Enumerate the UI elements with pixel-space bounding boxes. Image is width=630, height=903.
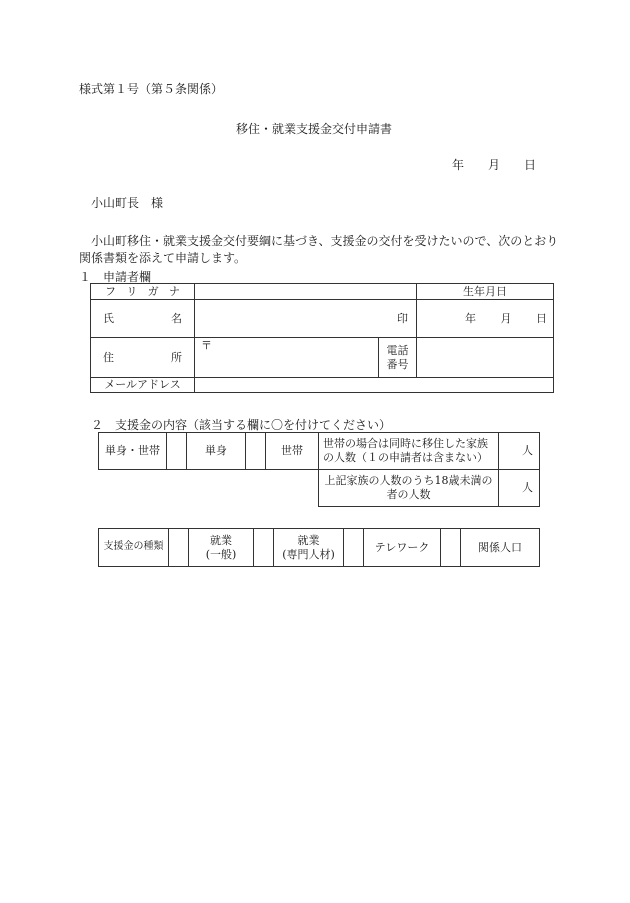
address-label: 住 所 xyxy=(91,338,195,378)
related-population-label: 関係人口 xyxy=(461,529,540,567)
seal-mark: 印 xyxy=(397,311,408,325)
address-field[interactable] xyxy=(195,338,379,378)
phone-label: 電話 番号 xyxy=(379,338,417,378)
household-checkbox[interactable] xyxy=(246,433,266,470)
email-label: メールアドレス xyxy=(91,378,195,393)
under18-count-label: 上記家族の人数のうち18歳未満の 者の人数 xyxy=(319,470,499,507)
date-day: 日 xyxy=(524,158,537,172)
postal-mark: 〒 xyxy=(201,339,212,352)
email-field[interactable] xyxy=(195,378,554,393)
related-population-checkbox[interactable] xyxy=(441,529,461,567)
telework-label: テレワーク xyxy=(364,529,441,567)
applicant-table xyxy=(90,283,554,393)
section2-heading: ２ 支援金の内容（該当する欄に〇を付けてください） xyxy=(91,418,392,432)
single-or-household-label: 単身・世帯 xyxy=(99,433,167,470)
birth-year: 年 xyxy=(465,311,476,325)
birth-month: 月 xyxy=(500,311,512,325)
form-title: 移住・就業支援金交付申請書 xyxy=(236,122,393,136)
household-count-label: 世帯の場合は同時に移住した家族 の人数（１の申請者は含まない） xyxy=(319,433,499,470)
table-spacer xyxy=(99,470,319,507)
form-number: 様式第１号（第５条関係） xyxy=(79,82,224,96)
birthdate-field[interactable] xyxy=(417,300,554,338)
household-count-unit: 人 xyxy=(522,444,533,458)
single-label: 単身 xyxy=(187,433,246,470)
date-month: 月 xyxy=(488,158,501,172)
employment-general-checkbox[interactable] xyxy=(169,529,189,567)
employment-specialist-checkbox[interactable] xyxy=(254,529,274,567)
under18-count-unit: 人 xyxy=(522,481,533,495)
addressee: 小山町長 様 xyxy=(91,196,164,210)
date-year: 年 xyxy=(452,158,465,172)
intro-line-1: 小山町移住・就業支援金交付要綱に基づき、支援金の交付を受けたいので、次のとおり xyxy=(91,234,559,248)
phone-field[interactable] xyxy=(417,338,554,378)
furigana-label: フ リ ガ ナ xyxy=(91,284,195,300)
furigana-field[interactable] xyxy=(195,284,417,300)
support-type-label: 支援金の種類 xyxy=(99,529,169,567)
single-checkbox[interactable] xyxy=(167,433,187,470)
household-table xyxy=(98,432,540,507)
employment-specialist-label: 就業 (専門人材) xyxy=(274,529,344,567)
name-label: 氏 名 xyxy=(91,300,195,338)
name-field[interactable] xyxy=(195,300,417,338)
household-label: 世帯 xyxy=(266,433,319,470)
support-type-table xyxy=(98,528,540,567)
household-count-field[interactable] xyxy=(499,433,540,470)
telework-checkbox[interactable] xyxy=(344,529,364,567)
under18-count-field[interactable] xyxy=(499,470,540,507)
employment-general-label: 就業 (一般) xyxy=(189,529,254,567)
birth-day: 日 xyxy=(536,311,547,325)
section1-heading: １ 申請者欄 xyxy=(79,270,152,284)
intro-line-2: 関係書類を添えて申請します。 xyxy=(79,251,247,265)
birthdate-label: 生年月日 xyxy=(417,284,554,300)
